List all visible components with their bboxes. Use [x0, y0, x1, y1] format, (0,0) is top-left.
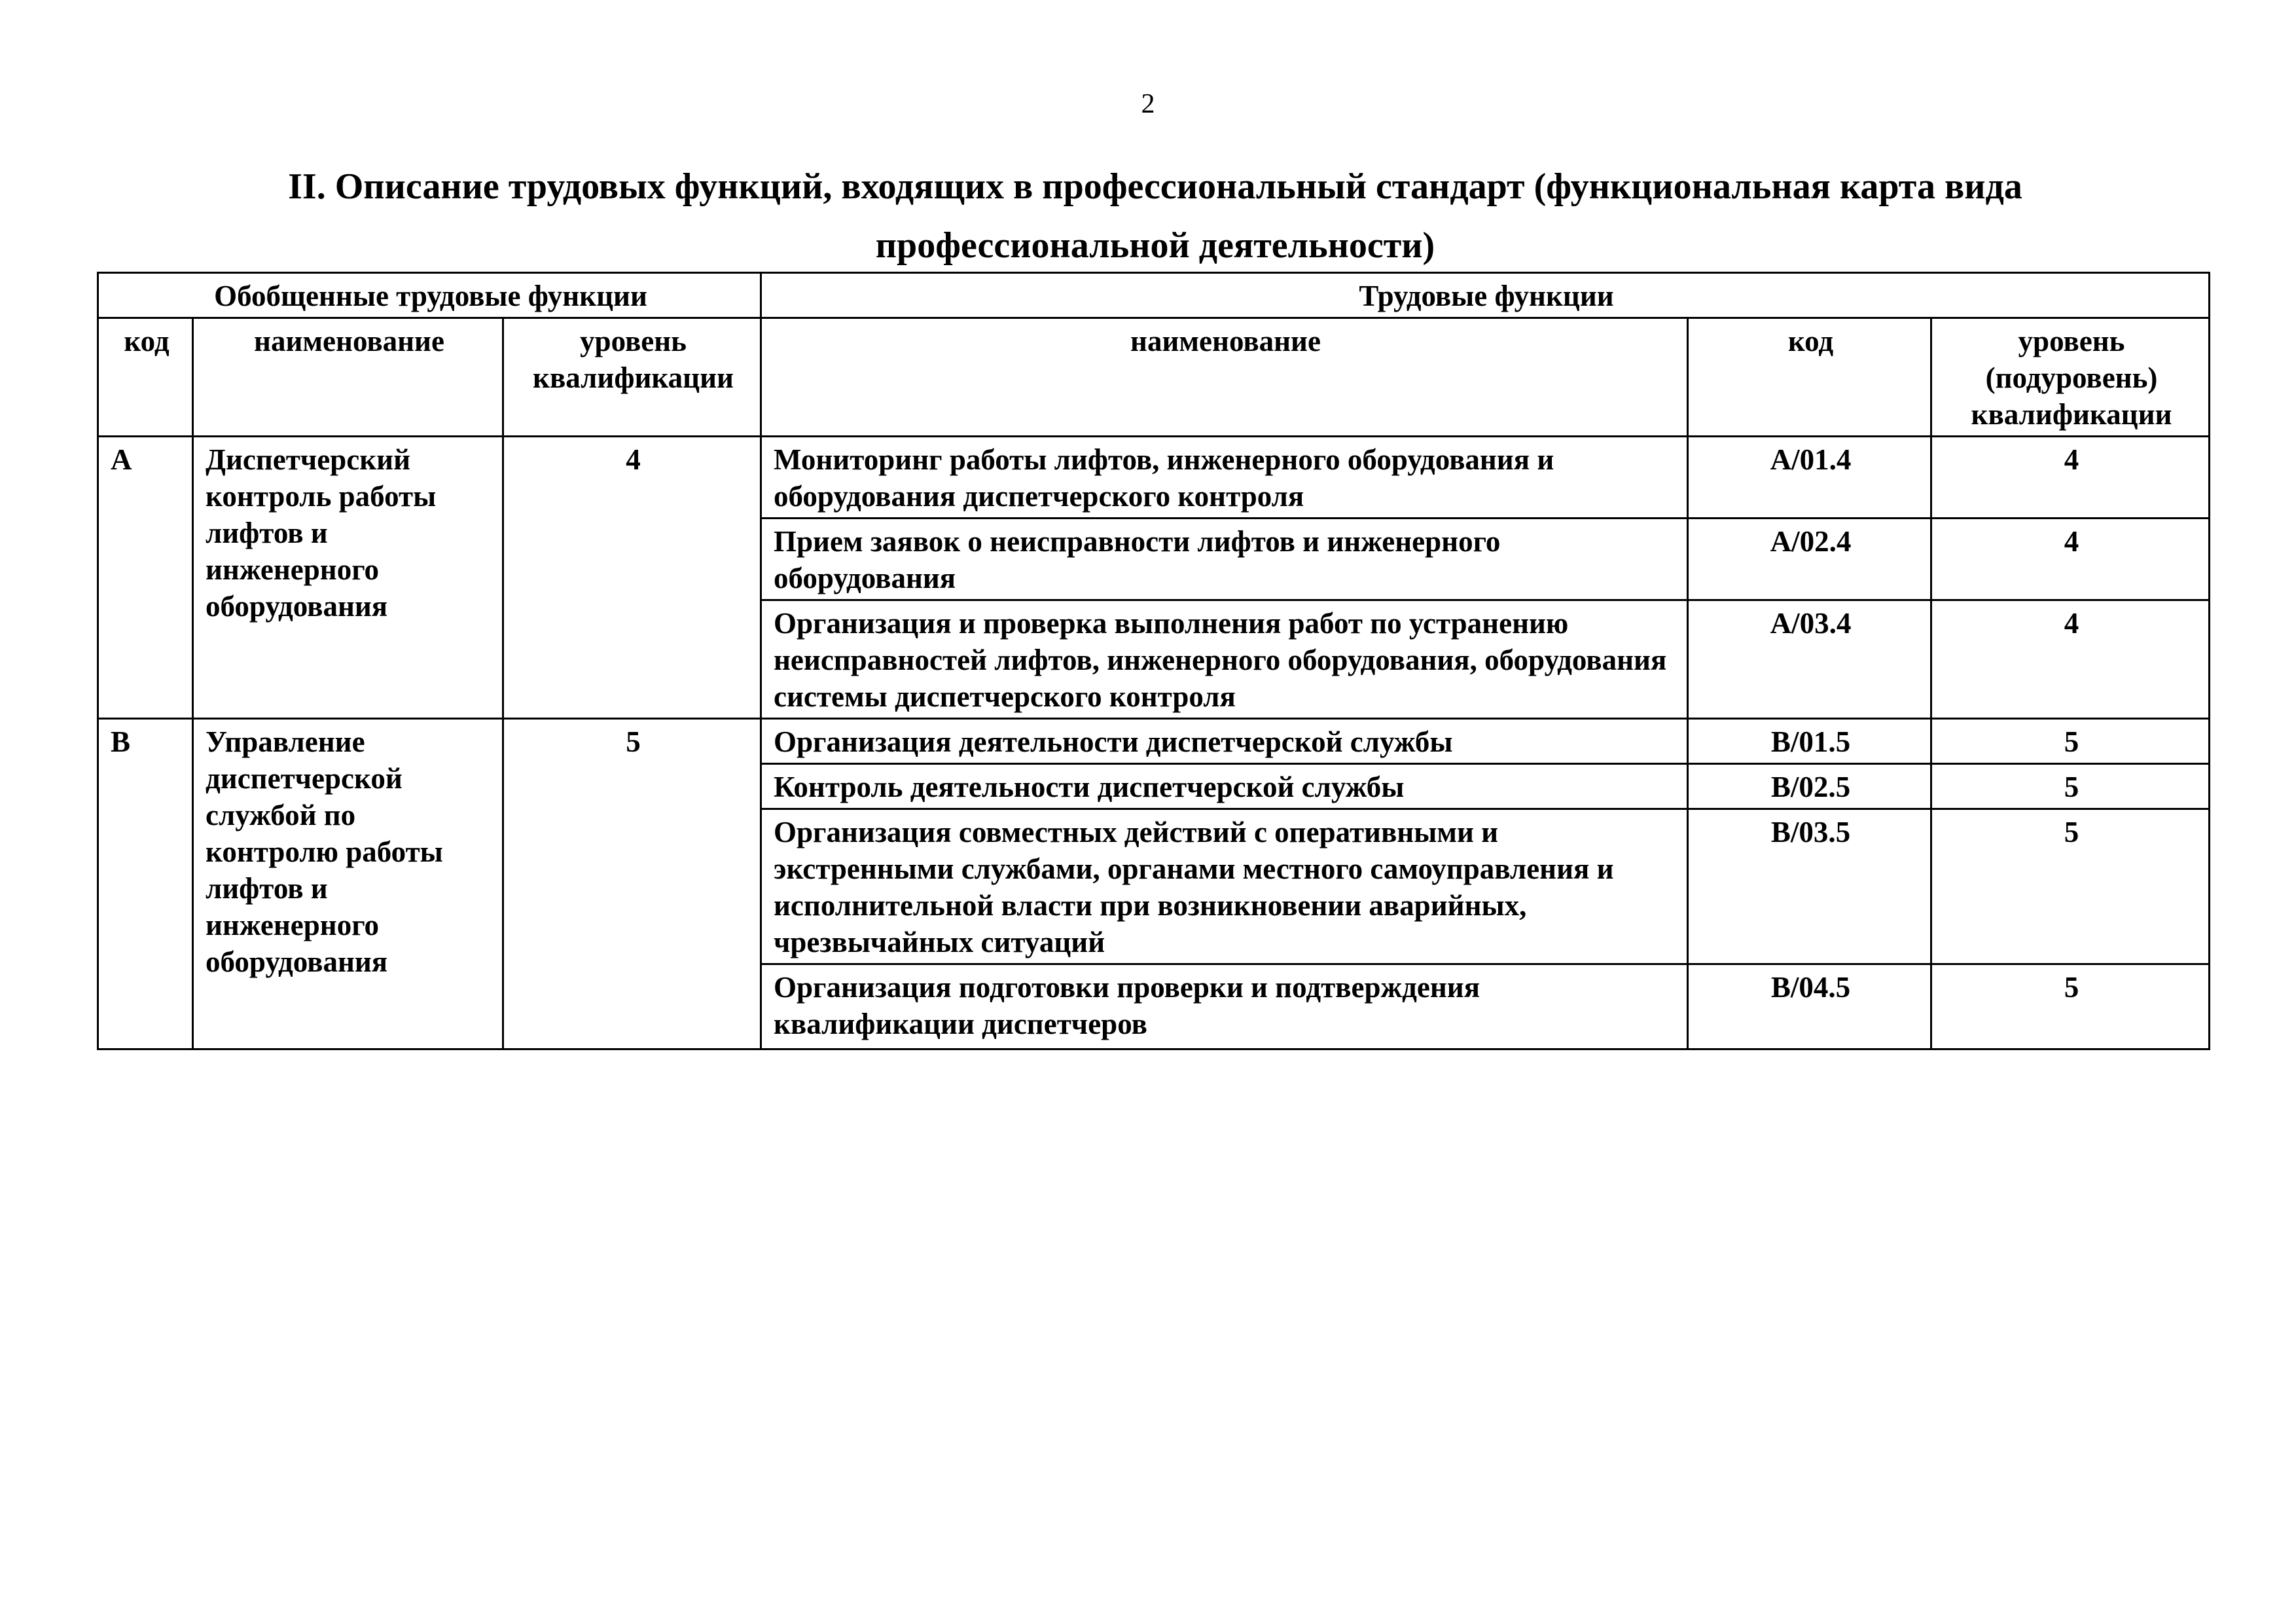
function-level: 4 — [1931, 437, 2210, 519]
function-level: 4 — [1931, 519, 2210, 600]
function-name: Мониторинг работы лифтов, инженерного оборудования и оборудования диспетчерского контроля — [761, 437, 1688, 519]
function-code: B/04.5 — [1688, 964, 1931, 1049]
function-code: A/01.4 — [1688, 437, 1931, 519]
function-name: Организация и проверка выполнения работ по устранению неисправностей лифтов, инженерного оборудования, оборудования системы диспетчерского контроля — [761, 600, 1688, 719]
function-level: 5 — [1931, 809, 2210, 964]
col-header-function-code: код — [1688, 318, 1931, 437]
table-row — [98, 437, 2210, 519]
function-code: B/02.5 — [1688, 764, 1931, 809]
group-code: A — [98, 437, 193, 719]
function-level: 5 — [1931, 719, 2210, 764]
function-name: Организация деятельности диспетчерской службы — [761, 719, 1688, 764]
function-level: 4 — [1931, 600, 2210, 719]
table-row — [98, 719, 2210, 764]
function-code: B/03.5 — [1688, 809, 1931, 964]
function-name: Прием заявок о неисправности лифтов и инженерного оборудования — [761, 519, 1688, 600]
col-header-name: наименование — [193, 318, 503, 437]
function-code: B/01.5 — [1688, 719, 1931, 764]
group-name: Управление диспетчерской службой по контролю работы лифтов и инженерного оборудования — [193, 719, 503, 1049]
function-name: Организация подготовки проверки и подтверждения квалификации диспетчеров — [761, 964, 1688, 1049]
function-level: 5 — [1931, 964, 2210, 1049]
function-code: A/02.4 — [1688, 519, 1931, 600]
generalized-functions-header: Обобщенные трудовые функции — [98, 273, 761, 318]
col-header-code: код — [98, 318, 193, 437]
function-code: A/03.4 — [1688, 600, 1931, 719]
functional-map-table — [97, 272, 2210, 1050]
col-header-function-name: наименование — [761, 318, 1688, 437]
group-code: B — [98, 719, 193, 1049]
section-title: II. Описание трудовых функций, входящих в профессиональный стандарт (функциональная карта вида профессиональной деятельности) — [288, 166, 2022, 266]
function-level: 5 — [1931, 764, 2210, 809]
page-number: 2 — [1141, 89, 1155, 119]
group-name: Диспетчерский контроль работы лифтов и инженерного оборудования — [193, 437, 503, 719]
col-header-level: уровень квалификации — [503, 318, 761, 437]
function-name: Контроль деятельности диспетчерской службы — [761, 764, 1688, 809]
labor-functions-header: Трудовые функции — [761, 273, 2210, 318]
col-header-function-level: уровень (подуровень) квалификации — [1931, 318, 2210, 437]
function-name: Организация совместных действий с оперативными и экстренными службами, органами местного самоуправления и исполнительной власти при возникновении аварийных, чрезвычайных ситуаций — [761, 809, 1688, 964]
group-level: 5 — [503, 719, 761, 1049]
group-level: 4 — [503, 437, 761, 719]
